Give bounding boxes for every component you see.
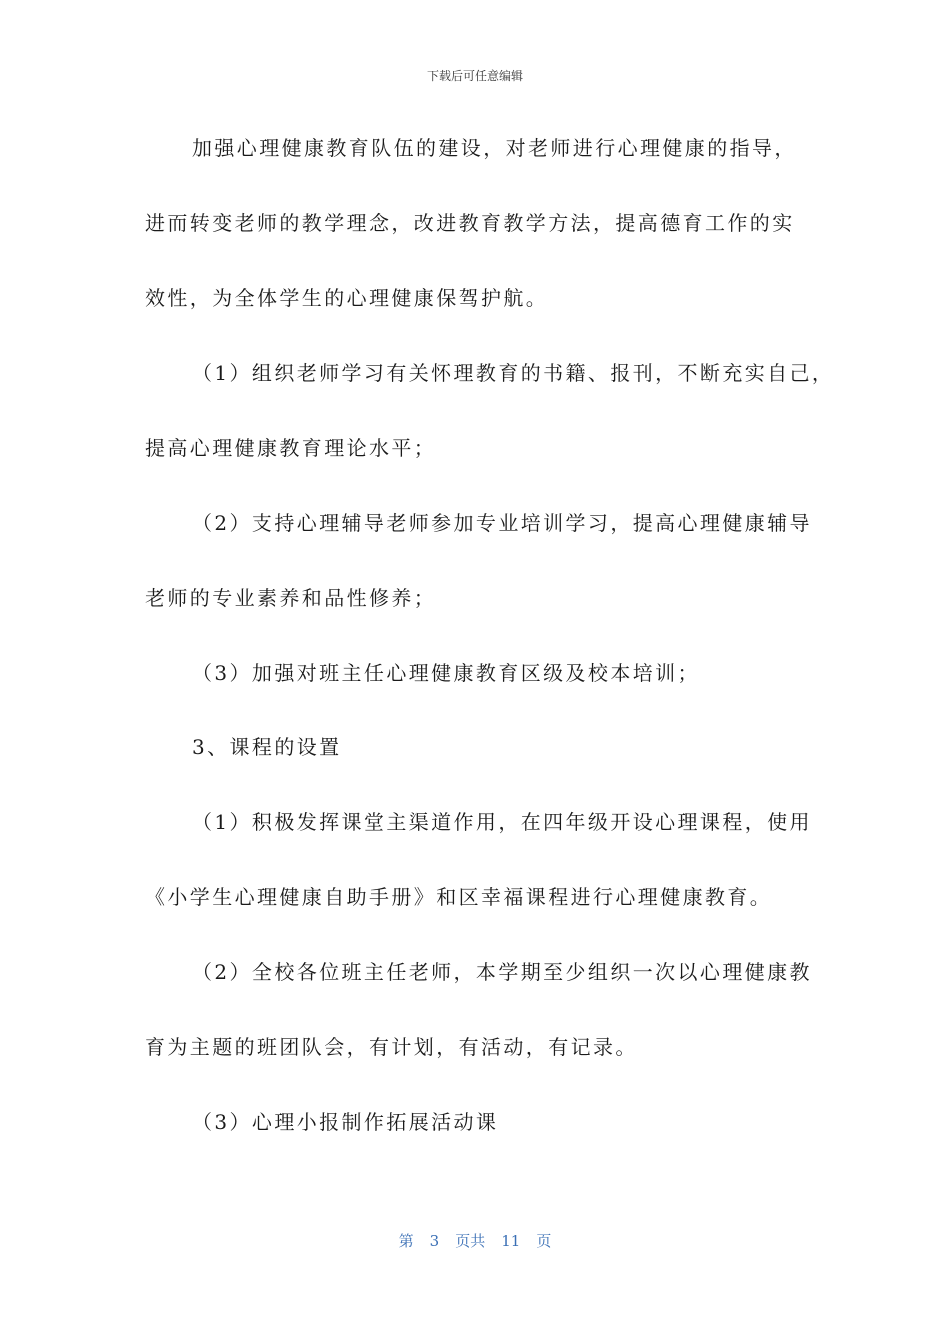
paragraph-line: 育为主题的班团队会，有计划，有活动，有记录。 <box>145 1035 638 1059</box>
paragraph-line: 老师的专业素养和品性修养； <box>145 586 437 610</box>
footer-page-number: 3 <box>429 1232 440 1250</box>
section-heading: 3、课程的设置 <box>192 735 342 759</box>
paragraph-line: （3）加强对班主任心理健康教育区级及校本培训； <box>192 661 700 685</box>
paragraph-line: 效性，为全体学生的心理健康保驾护航。 <box>145 286 549 310</box>
footer-total-pages: 11 <box>501 1232 521 1250</box>
page-header: 下载后可任意编辑 <box>426 69 523 83</box>
paragraph-line: （2）支持心理辅导老师参加专业培训学习，提高心理健康辅导 <box>192 511 812 535</box>
footer-middle: 页共 <box>455 1232 486 1250</box>
paragraph-line: 加强心理健康教育队伍的建设，对老师进行心理健康的指导， <box>192 136 797 160</box>
paragraph-line: 《小学生心理健康自助手册》和区幸福课程进行心理健康教育。 <box>145 885 773 909</box>
footer-suffix: 页 <box>536 1232 552 1250</box>
paragraph-line: （1）组织老师学习有关怀理教育的书籍、报刊，不断充实自己， <box>192 361 835 385</box>
footer-prefix: 第 <box>398 1232 414 1250</box>
paragraph-line: （2）全校各位班主任老师，本学期至少组织一次以心理健康教 <box>192 960 812 984</box>
paragraph-line: 进而转变老师的教学理念，改进教育教学方法，提高德育工作的实 <box>145 211 795 235</box>
paragraph-line: （3）心理小报制作拓展活动课 <box>192 1110 499 1134</box>
page-footer <box>0 1230 950 1251</box>
paragraph-line: 提高心理健康教育理论水平； <box>145 436 437 460</box>
paragraph-line: （1）积极发挥课堂主渠道作用，在四年级开设心理课程，使用 <box>192 810 812 834</box>
